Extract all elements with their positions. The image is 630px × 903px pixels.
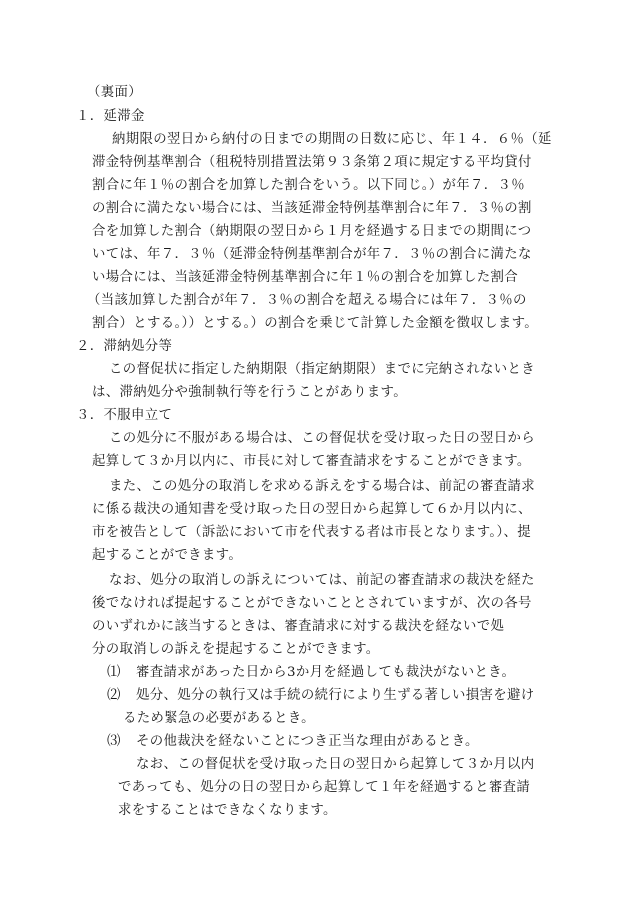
section-text-line: 後でなければ提起することができないこととされていますが、次の各号 bbox=[92, 596, 532, 611]
note-text-line: なお、この督促状を受け取った日の翌日から起算して３か月以内 bbox=[136, 757, 535, 772]
section-text-line: 分の取消しの訴えを提起することができます。 bbox=[92, 642, 380, 657]
section-text-line: 割合に年１％の割合を加算した割合をいう。以下同じ。）が年７．３％ bbox=[92, 178, 525, 193]
section-text-line: 起算して３か月以内に、市長に対して審査請求をすることができます。 bbox=[92, 454, 531, 469]
section-text-line: この処分に不服がある場合は、この督促状を受け取った日の翌日から bbox=[109, 431, 535, 446]
section-text-line: なお、処分の取消しの訴えについては、前記の審査請求の裁決を経た bbox=[109, 573, 535, 588]
section-text-line: また、この処分の取消しを求める訴えをする場合は、前記の審査請求 bbox=[109, 479, 535, 494]
section-heading: ２．滞納処分等 bbox=[76, 339, 173, 354]
section-text-line: い場合には、当該延滞金特例基準割合に年１％の割合を加算した割合 bbox=[92, 270, 518, 285]
list-item-marker: ⑵ bbox=[107, 688, 121, 703]
section-text-line: いては、年７．３％（延滞金特例基準割合が年７．３％の割合に満たな bbox=[92, 247, 532, 262]
section-text-line: は、滞納処分や強制執行等を行うことがあります。 bbox=[92, 385, 407, 400]
list-item-text: 処分、処分の執行又は手続の続行により生ずる著しい損害を避け bbox=[136, 688, 535, 703]
section-text-line: この督促状に指定した納期限（指定納期限）までに完納されないとき bbox=[109, 362, 535, 377]
note-text-line: 求をすることはできなくなります。 bbox=[118, 803, 337, 818]
section-text-line: 市を被告として（訴訟において市を代表する者は市長となります。）、提 bbox=[92, 525, 531, 540]
section-text-line: 納期限の翌日から納付の日までの期間の日数に応じ、年１４．６％（延 bbox=[112, 132, 552, 147]
section-text-line: 割合）とする。））とする。）の割合を乗じて計算した金額を徴収します。 bbox=[92, 316, 539, 331]
section-text-line: 起することができます。 bbox=[92, 548, 243, 563]
section-text-line: 合を加算した割合（納期限の翌日から１月を経過する日までの期間につ bbox=[92, 224, 532, 239]
section-text-line: （当該加算した割合が年７．３％の割合を超える場合には年７．３％の bbox=[87, 293, 527, 308]
section-text-line: に係る裁決の通知書を受け取った日の翌日から起算して６か月以内に、 bbox=[92, 502, 532, 517]
list-item-text: その他裁決を経ないことにつき正当な理由があるとき。 bbox=[136, 734, 479, 749]
section-heading: １．延滞金 bbox=[76, 109, 145, 124]
page-label: （裏面） bbox=[87, 85, 142, 100]
list-item-text: 審査請求があった日から3か月を経過しても裁決がないとき。 bbox=[136, 665, 516, 680]
section-text-line: の割合に満たない場合には、当該延滞金特例基準割合に年７．３％の割 bbox=[92, 201, 532, 216]
list-item-marker: ⑴ bbox=[107, 665, 121, 680]
note-text-line: であっても、処分の日の翌日から起算して１年を経過すると審査請 bbox=[118, 780, 531, 795]
list-item-text: るため緊急の必要があるとき。 bbox=[123, 711, 315, 726]
section-text-line: 滞金特例基準割合（租税特別措置法第９３条第２項に規定する平均貸付 bbox=[92, 155, 532, 170]
section-text-line: のいずれかに該当するときは、審査請求に対する裁決を経ないで処 bbox=[92, 619, 505, 634]
section-heading: ３．不服申立て bbox=[76, 408, 173, 423]
list-item-marker: ⑶ bbox=[107, 734, 121, 749]
